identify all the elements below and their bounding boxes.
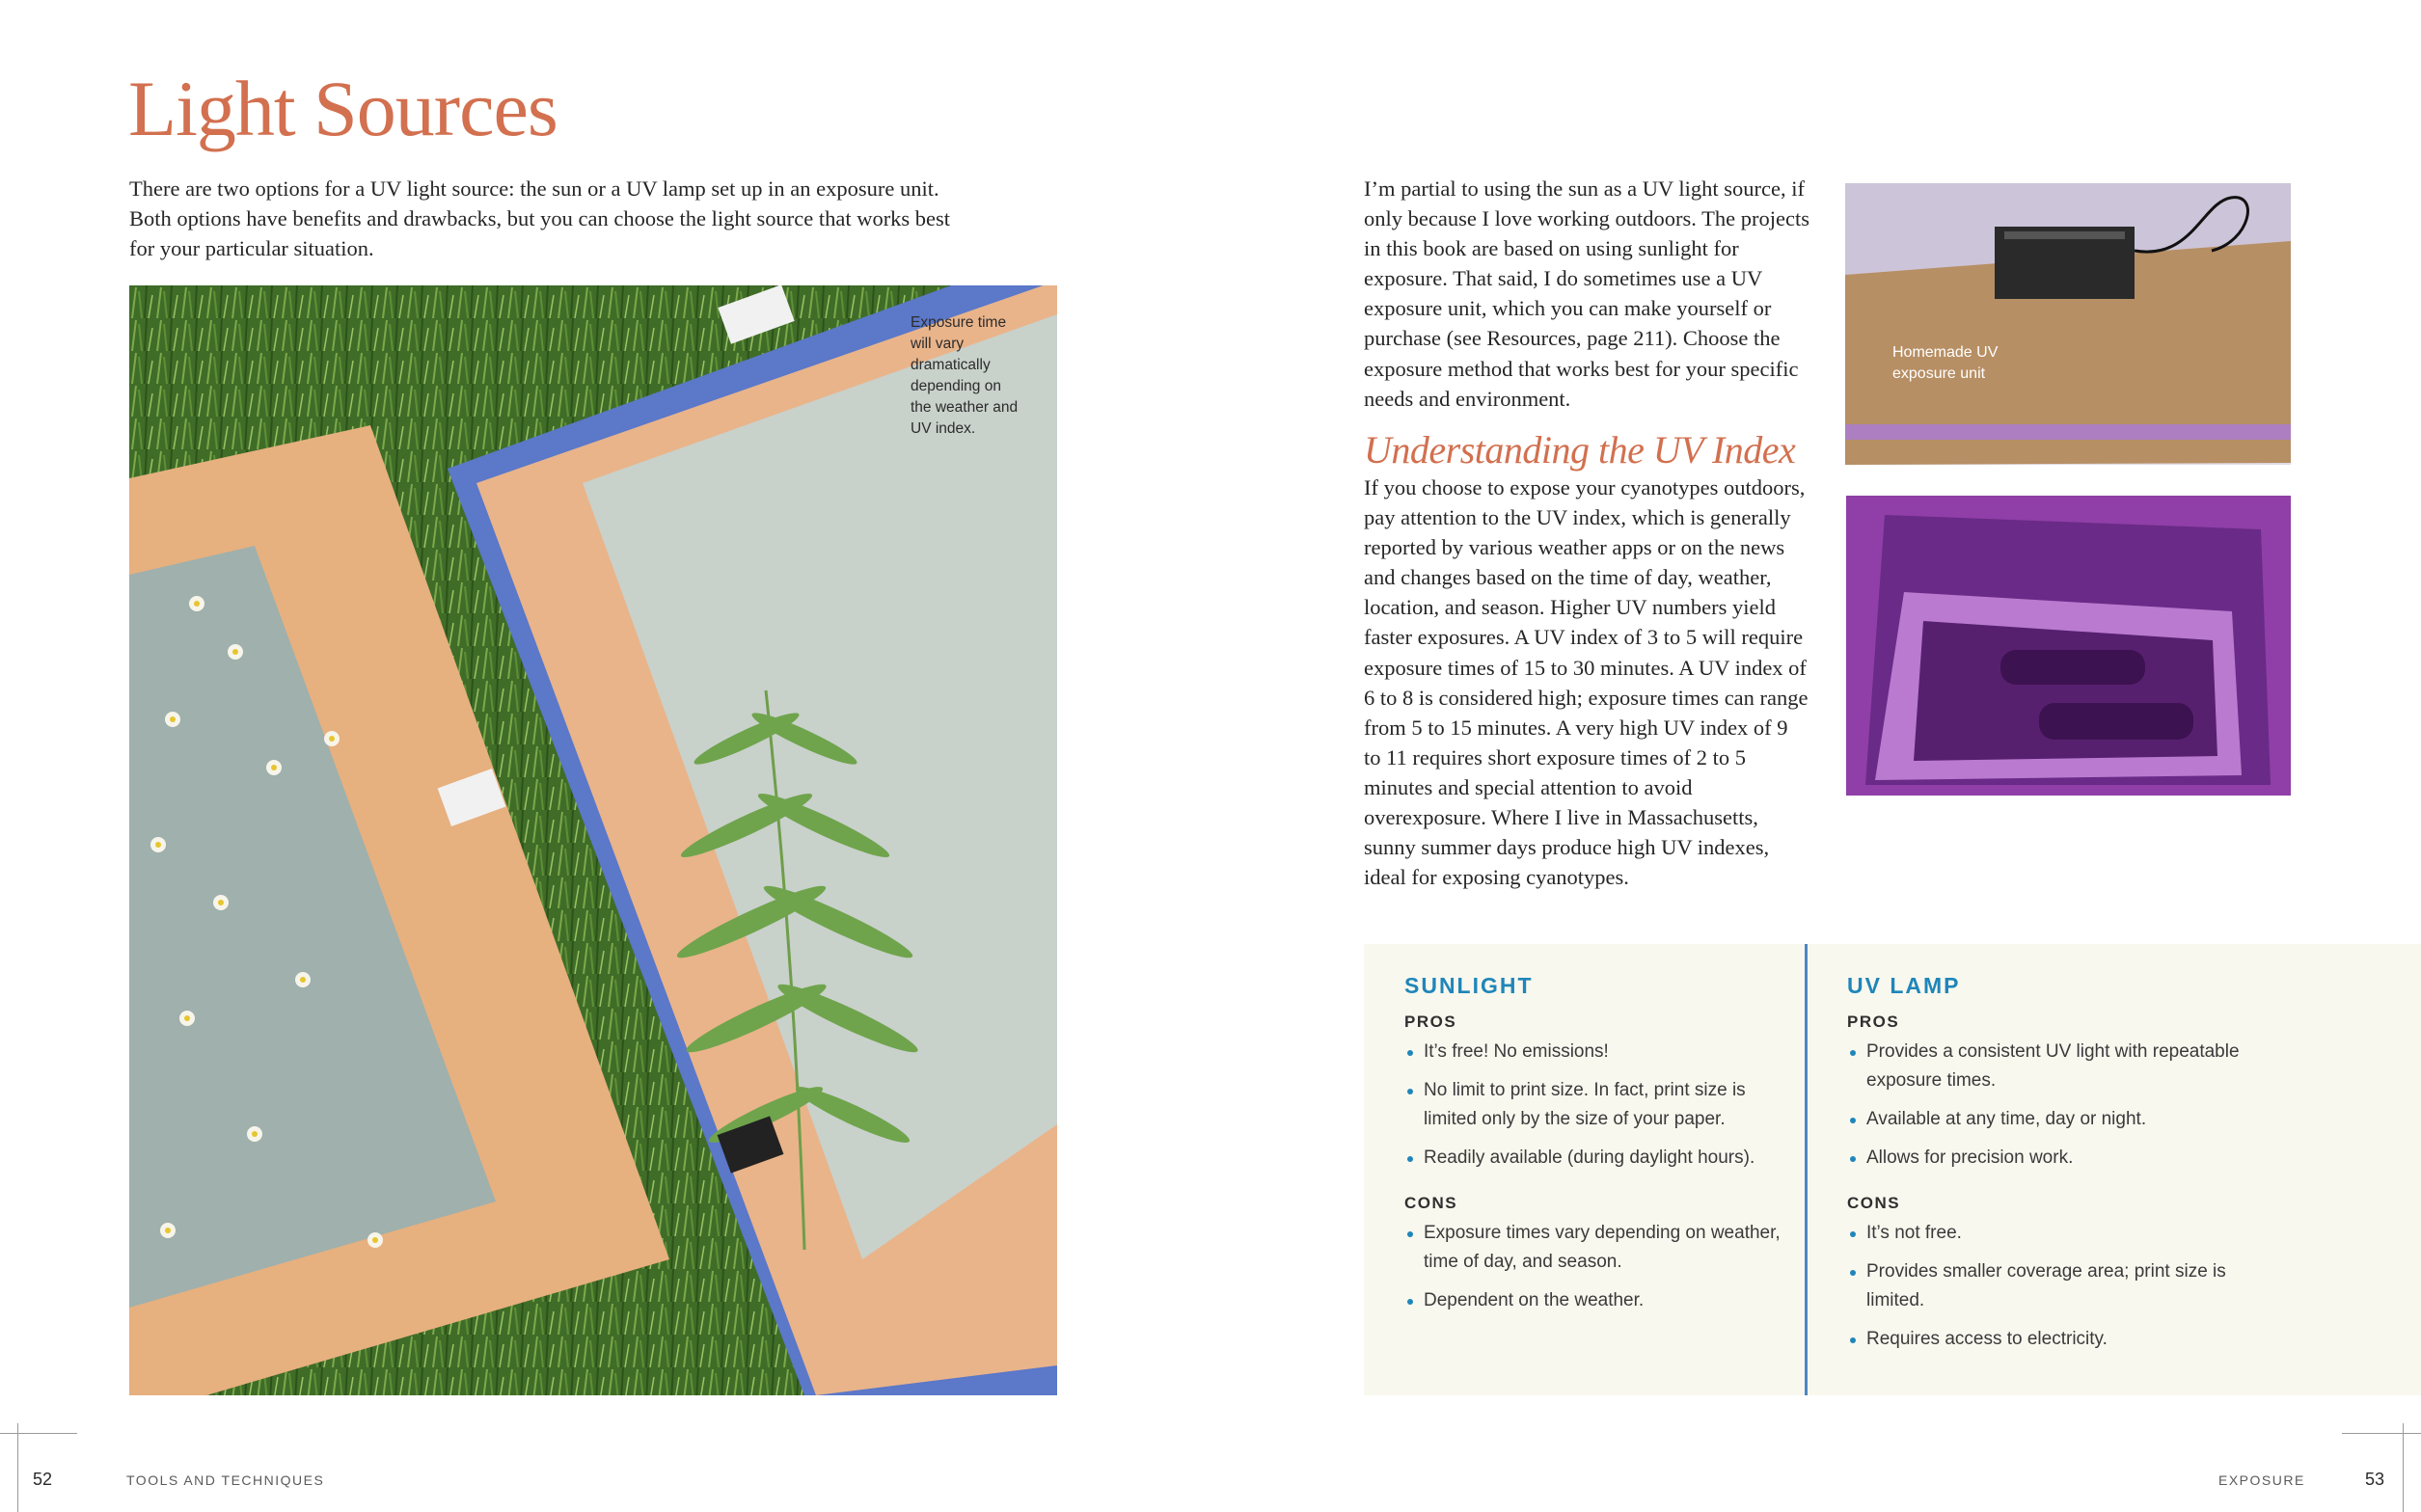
bullet-icon: [1407, 1089, 1413, 1094]
list-item-text: Available at any time, day or night.: [1866, 1109, 2147, 1129]
running-footer-right: EXPOSURE: [2218, 1472, 2305, 1488]
comparison-box: [1364, 944, 2421, 1395]
list-item-text: Dependent on the weather.: [1424, 1290, 1645, 1310]
list-item: [1404, 1076, 1800, 1134]
list-item: [1404, 1286, 1800, 1315]
uv-lamp-pros-list: [1847, 1038, 2243, 1173]
list-item-text: Exposure times vary depending on weather, time of day, and season.: [1424, 1223, 1781, 1272]
bullet-icon: [1850, 1231, 1856, 1237]
page-number-left: 52: [33, 1470, 53, 1489]
list-item: [1404, 1144, 1800, 1173]
list-item-text: Provides a consistent UV light with repeatable exposure times.: [1866, 1041, 2240, 1091]
list-item-text: It’s not free.: [1866, 1223, 1962, 1243]
uv-lamp-cons-label: CONS: [1847, 1194, 1901, 1212]
crop-mark-left-v: [17, 1423, 18, 1512]
page-title: Light Sources: [128, 65, 558, 152]
comparison-divider: [1805, 944, 1808, 1395]
uv-exposure-unit-photo: [1845, 183, 2291, 465]
crop-mark-left-h: [0, 1433, 77, 1434]
list-item: [1404, 1219, 1800, 1277]
list-item: [1847, 1038, 2243, 1095]
sunlight-pros-label: PROS: [1404, 1012, 1457, 1031]
paragraph-2: If you choose to expose your cyanotypes outdoors, pay attention to the UV index, which is generally reported by various weather apps or on the news and changes based on the time of day, weather, location, and season. Higher UV numbers yield faster exposures. A UV index of 3 to 5 will require exposure times of 15 to 30 minutes. A UV index of 6 to 8 is considered high; exposure times can range from 5 to 15 minutes. A very high UV index of 9 to 11 requires short exposure times of 2 to 5 minutes and special attention to avoid overexposure. Where I live in Massachusetts, sunny summer days produce high UV indexes, ideal for exposing cyanotypes.: [1364, 475, 1809, 890]
uv-exposure-interior-photo: [1846, 496, 2291, 796]
running-footer-left: TOOLS AND TECHNIQUES: [126, 1472, 325, 1488]
list-item-text: No limit to print size. In fact, print size is limited only by the size of your paper.: [1424, 1080, 1746, 1129]
bullet-icon: [1407, 1299, 1413, 1305]
uv-lamp-column: [1847, 973, 2243, 1375]
bullet-icon: [1850, 1050, 1856, 1056]
intro-paragraph: There are two options for a UV light source: the sun or a UV lamp set up in an exposure unit. Both options have benefits and drawbacks, but you can choose the light source that works best for your particular situation.: [129, 176, 951, 260]
list-item-text: It’s free! No emissions!: [1424, 1041, 1609, 1062]
bullet-icon: [1407, 1050, 1413, 1056]
uv-lamp-pros-label: PROS: [1847, 1012, 1900, 1031]
sunlight-title: SUNLIGHT: [1404, 973, 1534, 998]
photo-caption-uv-unit: Homemade UV exposure unit: [1892, 344, 1999, 382]
list-item-text: Allows for precision work.: [1866, 1148, 2074, 1168]
section-subhead: Understanding the UV Index: [1364, 428, 1796, 472]
photo-caption: Exposure time will vary dramatically depending on the weather and UV index.: [911, 314, 1019, 437]
list-item-text: Requires access to electricity.: [1866, 1329, 2108, 1349]
cyanotype-exposure-photo: [129, 285, 1057, 1395]
bullet-icon: [1850, 1337, 1856, 1343]
list-item-text: Readily available (during daylight hours).: [1424, 1148, 1755, 1168]
sunlight-pros-list: [1404, 1038, 1800, 1173]
page-number-right: 53: [2365, 1470, 2385, 1489]
bullet-icon: [1407, 1156, 1413, 1162]
list-item: [1847, 1257, 2243, 1315]
crop-mark-right-v: [2403, 1423, 2404, 1512]
paragraph-1: I’m partial to using the sun as a UV light source, if only because I love working outdoors. The projects in this book are based on using sunlight for exposure. That said, I do sometimes use a UV exposure unit, which you can make yourself or purchase (see Resources, page 211). Choose the exposure method that works best for your specific needs and environment.: [1364, 176, 1809, 411]
bullet-icon: [1407, 1231, 1413, 1237]
crop-mark-right-h: [2342, 1433, 2421, 1434]
bullet-icon: [1850, 1118, 1856, 1123]
list-item: [1847, 1105, 2243, 1134]
list-item: [1847, 1325, 2243, 1354]
sunlight-cons-label: CONS: [1404, 1194, 1458, 1212]
bullet-icon: [1850, 1156, 1856, 1162]
sunlight-column: [1404, 973, 1800, 1336]
list-item: [1847, 1144, 2243, 1173]
sunlight-cons-list: [1404, 1219, 1800, 1315]
bullet-icon: [1850, 1270, 1856, 1276]
list-item-text: Provides smaller coverage area; print size is limited.: [1866, 1261, 2226, 1310]
uv-lamp-title: UV LAMP: [1847, 973, 1961, 998]
uv-lamp-cons-list: [1847, 1219, 2243, 1354]
list-item: [1847, 1219, 2243, 1248]
list-item: [1404, 1038, 1800, 1066]
